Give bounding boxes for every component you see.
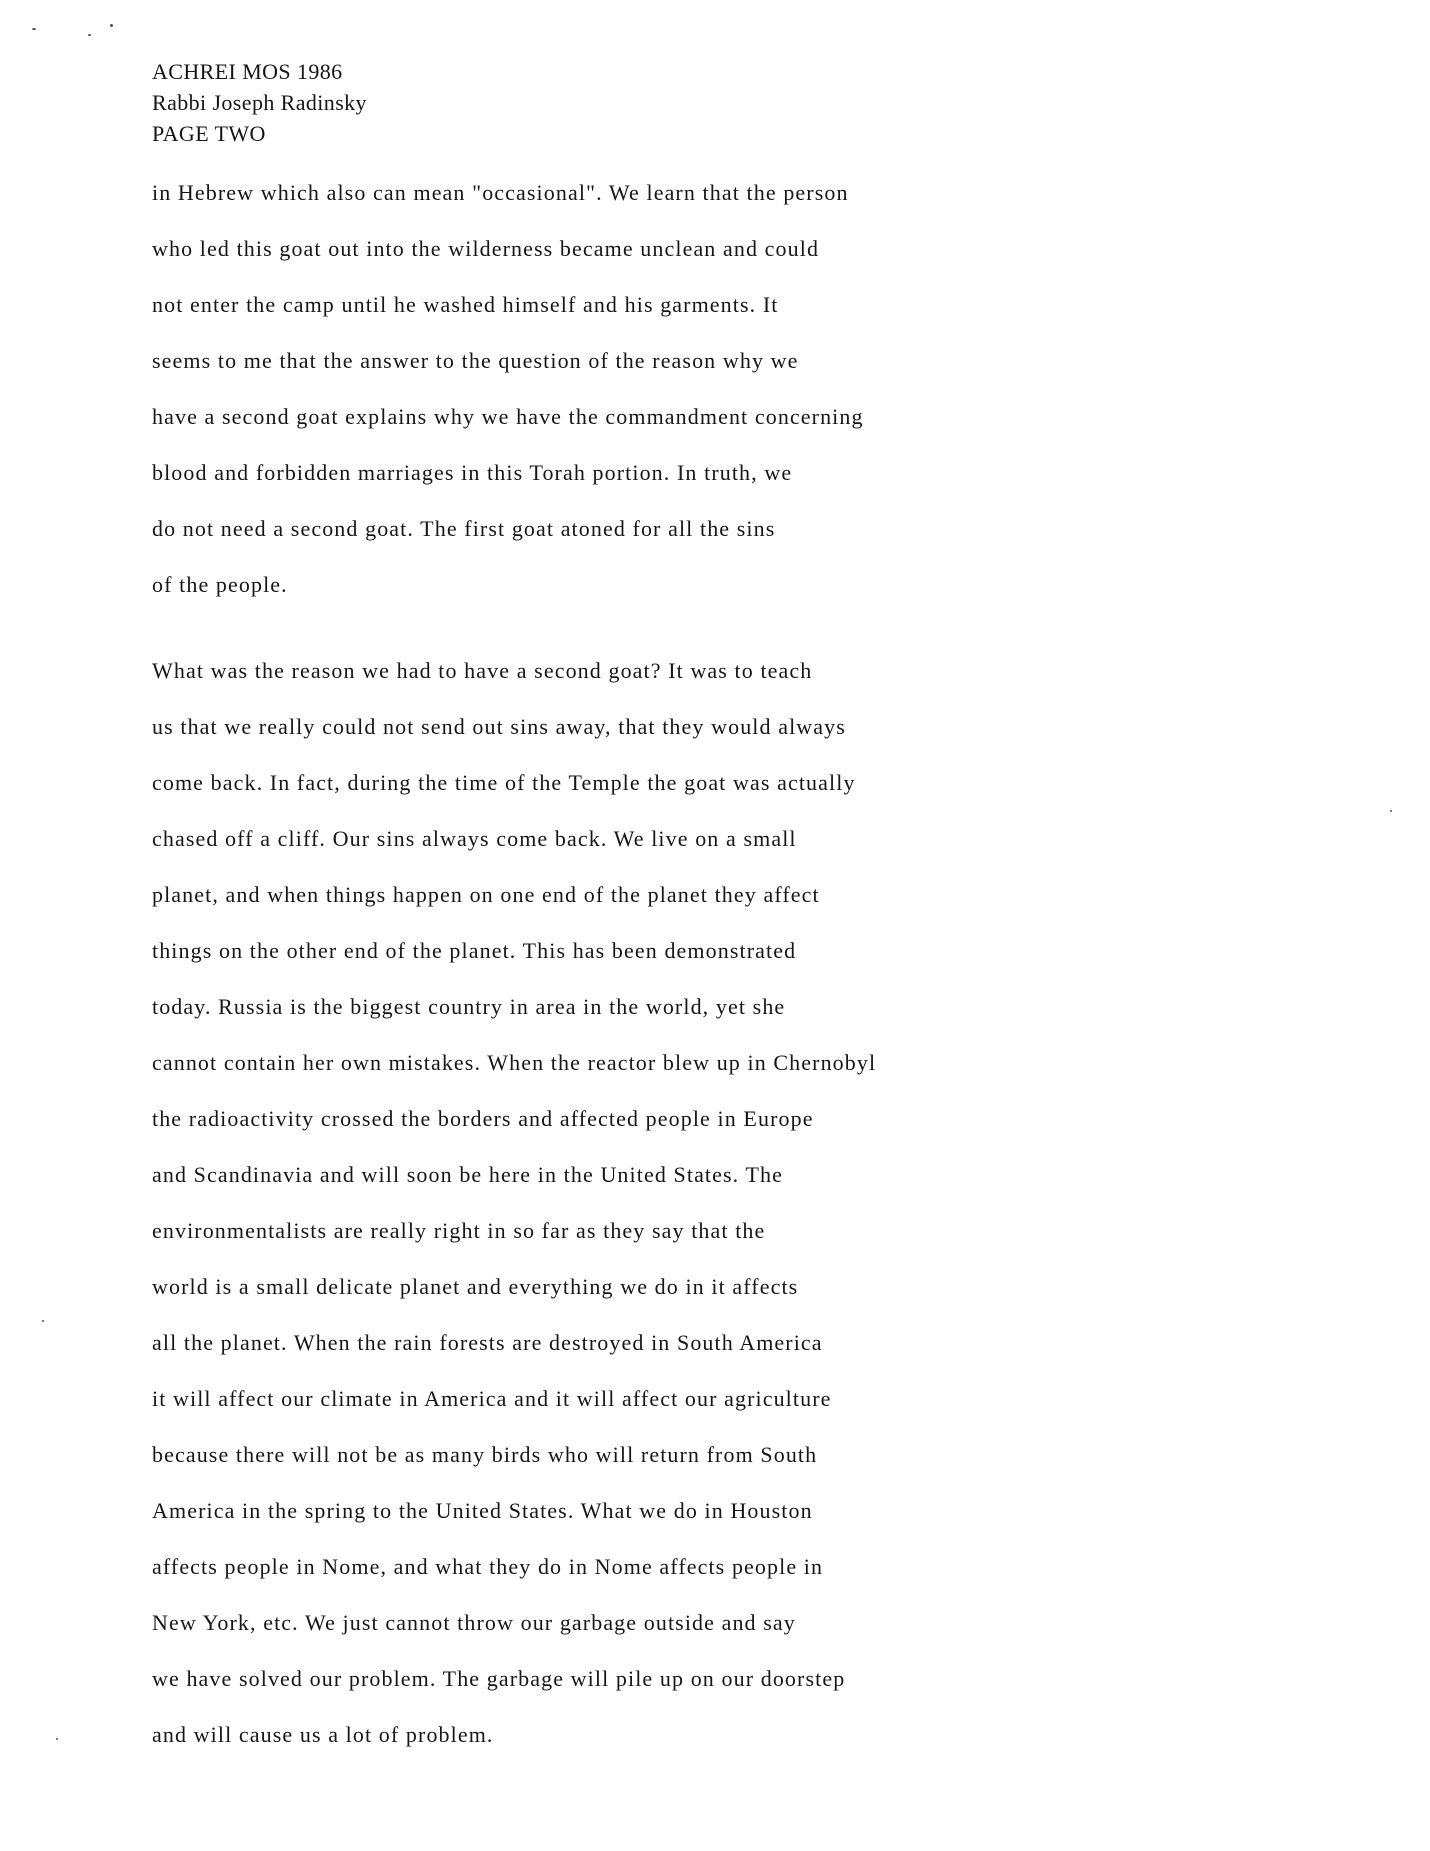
text-line: seems to me that the answer to the question of the reason why we <box>152 348 799 373</box>
scan-speck <box>56 1738 58 1740</box>
text-line: who led this goat out into the wilderness became unclean and could <box>152 236 820 261</box>
text-line: because there will not be as many birds who will return from South <box>152 1442 818 1467</box>
scan-speck <box>88 34 91 36</box>
text-line: of the people. <box>152 572 288 597</box>
document-header <box>152 56 367 149</box>
header-page-label: PAGE TWO <box>152 121 266 146</box>
text-line: us that we really could not send out sins away, that they would always <box>152 714 846 739</box>
scan-speck <box>42 1320 44 1322</box>
text-line: in Hebrew which also can mean "occasional". We learn that the person <box>152 180 849 205</box>
text-line: and will cause us a lot of problem. <box>152 1722 494 1747</box>
text-line: all the planet. When the rain forests are destroyed in South America <box>152 1330 823 1355</box>
text-line: we have solved our problem. The garbage will pile up on our doorstep <box>152 1666 846 1691</box>
header-author: Rabbi Joseph Radinsky <box>152 90 367 115</box>
text-line: What was the reason we had to have a second goat? It was to teach <box>152 658 813 683</box>
text-line: things on the other end of the planet. This has been demonstrated <box>152 938 797 963</box>
text-line: and Scandinavia and will soon be here in the United States. The <box>152 1162 783 1187</box>
text-line: have a second goat explains why we have the commandment concerning <box>152 404 864 429</box>
text-line: chased off a cliff. Our sins always come back. We live on a small <box>152 826 797 851</box>
text-line: today. Russia is the biggest country in area in the world, yet she <box>152 994 786 1019</box>
text-line: it will affect our climate in America and it will affect our agriculture <box>152 1386 832 1411</box>
text-line: come back. In fact, during the time of the Temple the goat was actually <box>152 770 856 795</box>
text-line: New York, etc. We just cannot throw our garbage outside and say <box>152 1610 796 1635</box>
text-line: do not need a second goat. The first goat atoned for all the sins <box>152 516 776 541</box>
text-line: America in the spring to the United States. What we do in Houston <box>152 1498 813 1523</box>
scan-speck <box>1390 810 1392 812</box>
text-line: cannot contain her own mistakes. When the reactor blew up in Chernobyl <box>152 1050 877 1075</box>
paragraph-2 <box>152 643 1272 1763</box>
header-title: ACHREI MOS 1986 <box>152 59 343 84</box>
text-line: planet, and when things happen on one end of the planet they affect <box>152 882 820 907</box>
paragraph-1 <box>152 165 1272 613</box>
text-line: the radioactivity crossed the borders and affected people in Europe <box>152 1106 814 1131</box>
scan-speck <box>110 24 113 27</box>
text-line: environmentalists are really right in so far as they say that the <box>152 1218 766 1243</box>
scan-speck <box>32 28 36 30</box>
text-line: affects people in Nome, and what they do in Nome affects people in <box>152 1554 824 1579</box>
text-line: not enter the camp until he washed himself and his garments. It <box>152 292 779 317</box>
text-line: world is a small delicate planet and everything we do in it affects <box>152 1274 799 1299</box>
text-line: blood and forbidden marriages in this Torah portion. In truth, we <box>152 460 793 485</box>
